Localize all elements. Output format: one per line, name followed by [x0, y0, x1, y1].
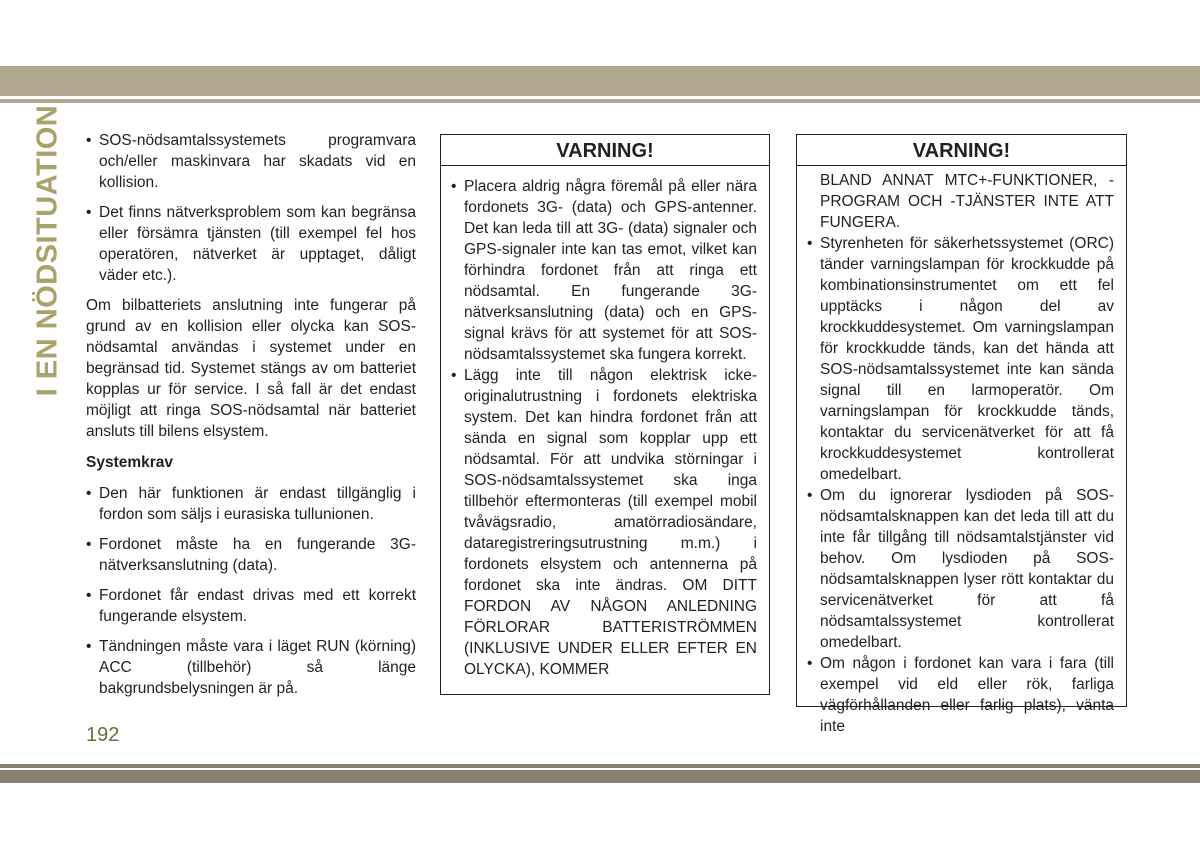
- footer-band: [0, 770, 1200, 783]
- bullet-list: [451, 176, 757, 680]
- list-item: • Om du ignorerar lysdioden på SOS-nödsamtalsknappen kan det leda till att du inte får tillgång till nödsamtalstjänster vid behov. Om lysdioden på SOS-nödsamtalsknappen lyser rött kontaktar du servicenätverket för att få nödsamtalssystemet kontrollerat omedelbart.: [807, 485, 1114, 653]
- bullet-list: [807, 233, 1114, 737]
- list-item: • Den här funktionen är endast tillgänglig i fordon som säljs i eurasiska tullunionen.: [86, 483, 416, 525]
- section-heading: Systemkrav: [86, 454, 174, 471]
- section-tab: [24, 104, 72, 396]
- list-item: • SOS-nödsamtalssystemets programvara och/eller maskinvara har skadats vid en kollision.: [86, 130, 416, 193]
- list-item: • Lägg inte till någon elektrisk icke-originalutrustning i fordonets elektriska system. Det kan hindra fordonet från att sända en signal som kopplar upp ett nödsamtal. För att undvika störningar i SOS-nödsamtalssystemet ska inga tillbehör eftermonteras (till exempel mobil tvåvägsradio, amatörradiosändare, dataregistreringsutrustning m.m.) i fordonets elsystem och antennerna på fordonet ska inte ändras. OM DITT FORDON AV NÅGON ANLEDNING FÖRLORAR BATTERISTRÖMMEN (INKLUSIVE UNDER ELLER EFTER EN OLYCKA), KOMMER: [451, 365, 757, 680]
- warning-body: [441, 166, 769, 680]
- header-rule: [0, 99, 1200, 103]
- list-item: • Fordonet får endast drivas med ett korrekt fungerande elsystem.: [86, 585, 416, 627]
- list-item: • Det finns nätverksproblem som kan begränsa eller försämra tjänsten (till exempel fel hos operatören, nätverket är upptaget, dåligt väder etc.).: [86, 202, 416, 286]
- list-item: • Tändningen måste vara i läget RUN (körning) ACC (tillbehör) så länge bakgrundsbelysningen är på.: [86, 636, 416, 699]
- list-item: • Placera aldrig några föremål på eller nära fordonets 3G- (data) och GPS-antenner. Det kan leda till att 3G- (data) signaler och GPS-signaler inte kan tas emot, vilket kan förhindra fordonet från att ringa ett nödsamtal. En fungerande 3G-nätverksanslutning (data) och en GPS-signal krävs för att systemet för att SOS-nödsamtalssystemet ska fungera korrekt.: [451, 176, 757, 365]
- list-item: • Styrenheten för säkerhetssystemet (ORC) tänder varningslampan för krockkudde på kombinationsinstrumentet om ett fel upptäcks i någon del av krockkuddesystemet. Om varningslampan för krockkudde tänds, kan det hända att SOS-nödsamtalssystemet inte kan sända signal till en larmoperatör. Om varningslampan för krockkudde tänds, kontaktar du servicenätverket för att få krockkuddesystemet kontrollerat omedelbart.: [807, 233, 1114, 485]
- body-paragraph: Om bilbatteriets anslutning inte fungerar på grund av en kollision eller olycka kan SOS-nödsamtal användas i systemet under en begränsad tid. Systemet stängs av om batteriet kopplas ur för service. I så fall är det endast möjligt att ringa SOS-nödsamtal när batteriet ansluts till bilens elsystem.: [86, 297, 416, 440]
- left-column: [86, 130, 416, 708]
- page-number: 192: [86, 724, 120, 746]
- warning-title: VARNING!: [441, 135, 769, 166]
- continued-text: BLAND ANNAT MTC+-FUNKTIONER, -PROGRAM OCH -TJÄNSTER INTE ATT FUNGERA.: [820, 172, 1114, 231]
- warning-box: [796, 134, 1127, 735]
- warning-box: [440, 134, 770, 695]
- bullet-list: [86, 483, 416, 699]
- section-tab-label: I EN NÖDSITUATION: [31, 104, 64, 396]
- list-item: • Om någon i fordonet kan vara i fara (till exempel vid eld eller rök, farliga vägförhållanden eller farlig plats), vänta inte: [807, 653, 1114, 737]
- header-band: [0, 66, 1200, 96]
- warning-title: VARNING!: [797, 135, 1126, 166]
- list-item: • Fordonet måste ha en fungerande 3G-nätverksanslutning (data).: [86, 534, 416, 576]
- warning-body: [797, 166, 1126, 737]
- bullet-list: [86, 130, 416, 286]
- footer-rule: [0, 764, 1200, 768]
